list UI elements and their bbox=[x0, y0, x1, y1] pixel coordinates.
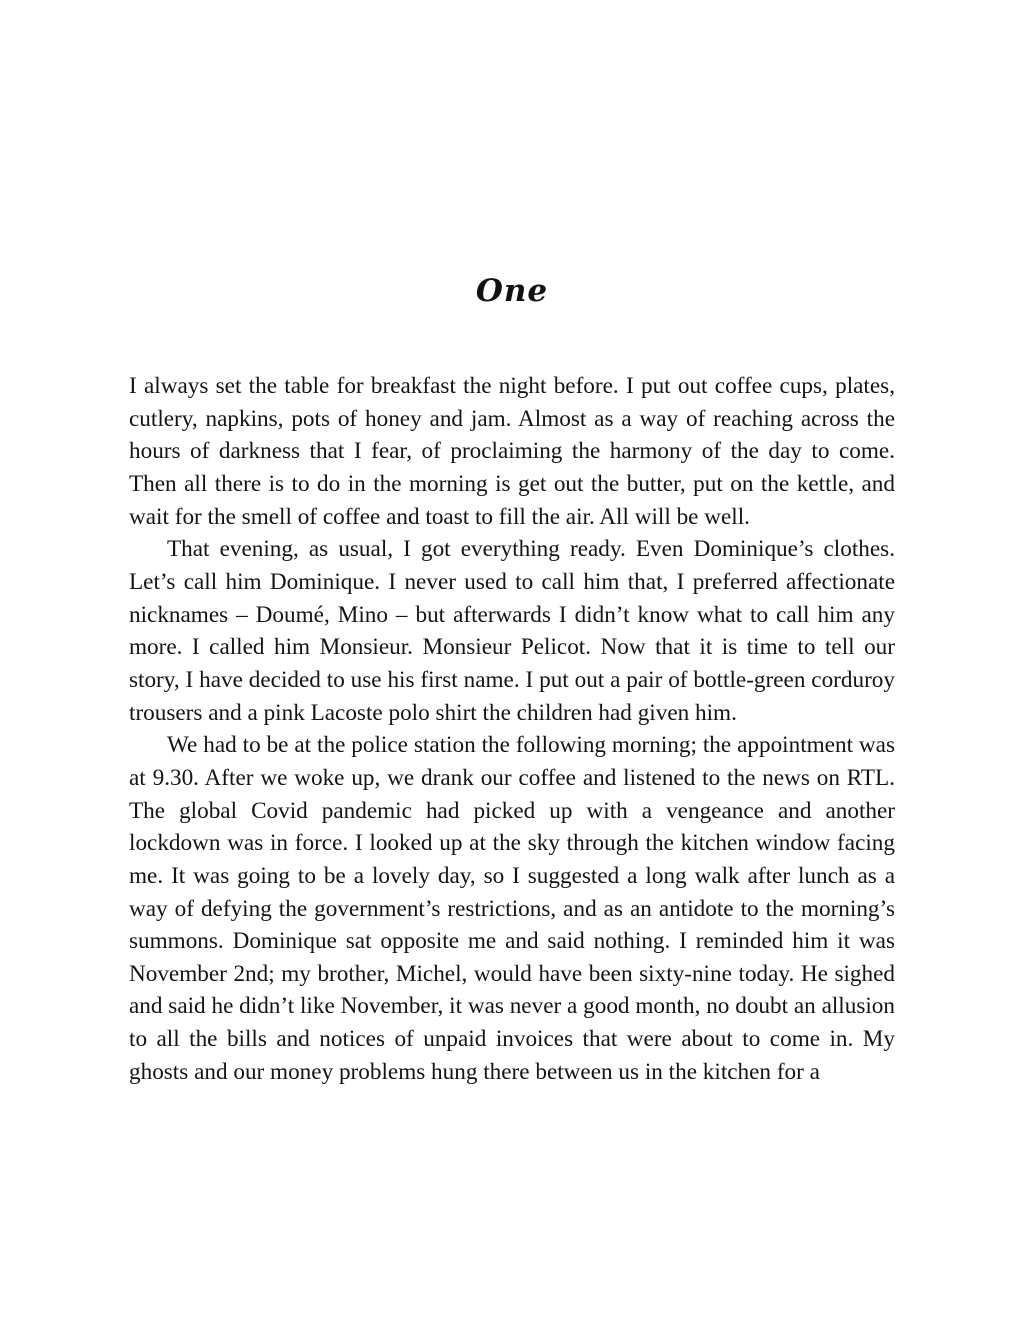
chapter-title: One bbox=[475, 273, 549, 309]
paragraph: That evening, as usual, I got everything ready. Even Dominique’s clothes. Let’s call him Dominique. I never used to call him that, I preferred affectionate nicknames – Doumé, Mino – but afterwards I didn’t know what to call him any more. I called him Monsieur. Monsieur Pelicot. Now that it is time to tell our story, I have decided to use his first name. I put out a pair of bottle-green corduroy trousers and a pink Lacoste polo shirt the children had given him. bbox=[129, 536, 895, 726]
chapter-body bbox=[129, 370, 895, 1088]
paragraph: I always set the table for breakfast the night before. I put out coffee cups, plates, cutlery, napkins, pots of honey and jam. Almost as a way of reaching across the hours of darkness that I fear, of proclaiming the harmony of the day to come. Then all there is to do in the morning is get out the butter, put on the kettle, and wait for the smell of coffee and toast to fill the air. All will be well. bbox=[129, 373, 895, 530]
paragraph: We had to be at the police station the following morning; the appointment was at 9.30. After we woke up, we drank our coffee and listened to the news on RTL. The global Covid pandemic had picked up with a vengeance and another lockdown was in force. I looked up at the sky through the kitchen window facing me. It was going to be a lovely day, so I suggested a long walk after lunch as a way of defying the government’s restrictions, and as an antidote to the morning’s summons. Dominique sat opposite me and said nothing. I reminded him it was November 2nd; my brother, Michel, would have been sixty-nine today. He sighed and said he didn’t like November, it was never a good month, no doubt an allusion to all the bills and notices of unpaid invoices that were about to come in. My ghosts and our money problems hung there between us in the kitchen for a bbox=[129, 732, 895, 1085]
